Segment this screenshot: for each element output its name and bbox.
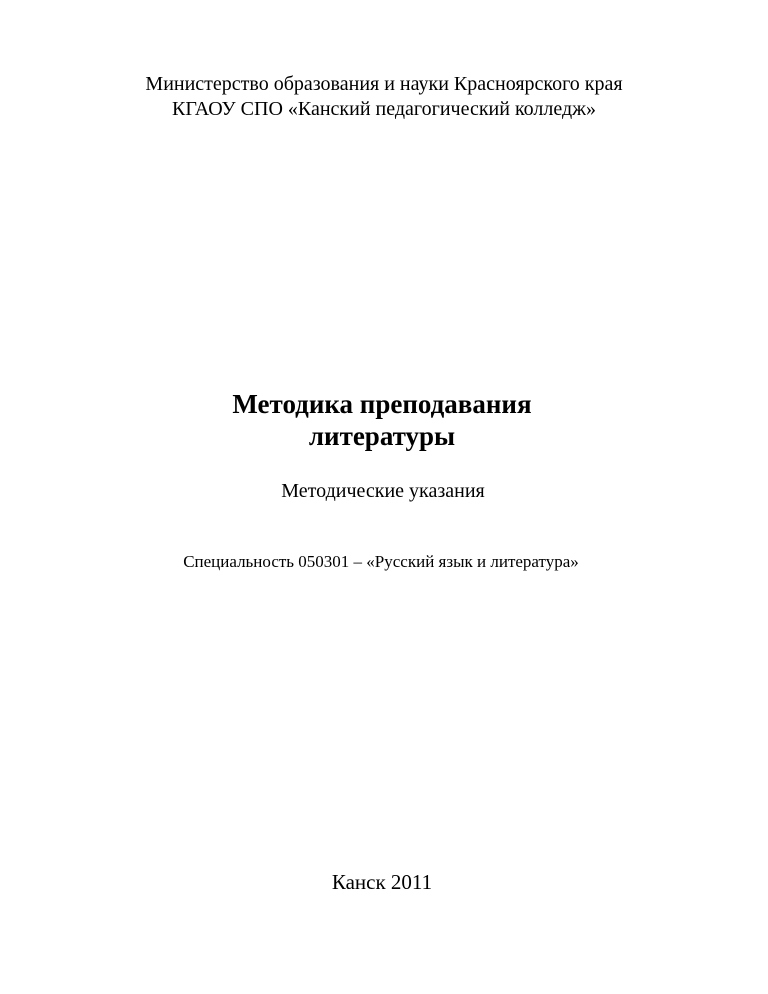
college-name: КГАОУ СПО «Канский педагогический колледж»	[172, 98, 596, 120]
document-title-line-1: Методика преподавания	[232, 389, 532, 419]
ministry-name: Министерство образования и науки Красноярского края	[145, 73, 623, 95]
specialty-line: Специальность 050301 – «Русский язык и литература»	[183, 552, 579, 571]
document-subtitle: Методические указания	[281, 480, 485, 502]
document-title-line-2: литературы	[308, 421, 456, 451]
city-year: Канск 2011	[331, 870, 433, 894]
